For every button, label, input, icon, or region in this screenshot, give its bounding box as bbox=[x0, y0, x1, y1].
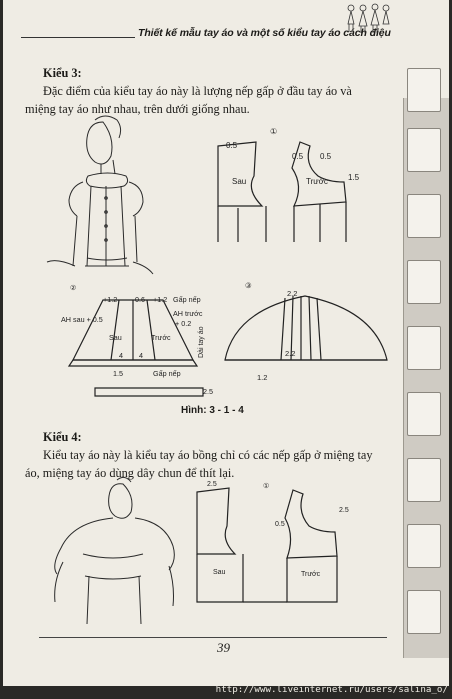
side-portrait-2 bbox=[407, 128, 441, 172]
label-25-top: 2.5 bbox=[207, 481, 217, 488]
style3-line1: Đặc điểm của kiểu tay áo này là lượng nếp gấp ở đầu tay áo và bbox=[43, 84, 352, 98]
label-truoc-2: Trước bbox=[151, 333, 171, 342]
diagram1-number: ① bbox=[270, 127, 278, 136]
label-gap-nep-top: Gấp nếp bbox=[173, 295, 201, 304]
label-truoc-4: Trước bbox=[301, 571, 321, 578]
page-header-title: Thiết kế mẫu tay áo và một số kiểu tay áo cách điệu bbox=[135, 27, 394, 39]
style4-line2: áo, miệng tay áo dùng dây chun để thít lại. bbox=[25, 466, 235, 480]
label-12-right: +1.2 bbox=[153, 295, 168, 304]
diagram3-number: ③ bbox=[245, 281, 252, 290]
style4-line1: Kiểu tay áo này là kiểu tay áo bồng chỉ có các nếp gấp ở miệng tay bbox=[43, 448, 373, 462]
side-thumbnail-strip bbox=[403, 98, 449, 658]
woman-illustration-style4 bbox=[43, 476, 183, 626]
bodice-pattern-diagram bbox=[183, 476, 353, 616]
side-portrait-7 bbox=[407, 458, 441, 502]
label-sau-2: Sau bbox=[109, 333, 122, 342]
page-number: 39 bbox=[213, 640, 234, 656]
label-gap-nep-bottom: Gấp nếp bbox=[153, 369, 181, 378]
sleeve-pattern-diagram-2 bbox=[53, 278, 223, 406]
side-portrait-1 bbox=[407, 68, 441, 112]
label-sau-1: Sau bbox=[232, 177, 247, 186]
woman-illustration-style3 bbox=[33, 112, 163, 292]
label-ah-truoc: AH trước bbox=[173, 309, 203, 318]
side-portrait-5 bbox=[407, 326, 441, 370]
sleeve-pattern-diagram-3 bbox=[221, 276, 401, 386]
label-1-2: 1.2 bbox=[257, 373, 268, 382]
label-22-top: 2.2 bbox=[287, 289, 298, 298]
side-portrait-8 bbox=[407, 524, 441, 568]
side-portrait-4 bbox=[407, 260, 441, 304]
style4-heading: Kiểu 4: bbox=[43, 430, 82, 444]
label-dai-tay: Dài tay áo bbox=[198, 326, 205, 358]
label-15b: 1.5 bbox=[113, 369, 123, 378]
style3-line2: miệng tay áo như nhau, trên dưới giống nhau. bbox=[25, 102, 250, 116]
figure-caption: Hình: 3 - 1 - 4 bbox=[181, 405, 244, 416]
label-25: 2.5 bbox=[203, 387, 213, 396]
label-05-right: 0.5 bbox=[292, 152, 304, 161]
label-05-right2: 0.5 bbox=[320, 152, 332, 161]
side-portrait-3 bbox=[407, 194, 441, 238]
label-ah-truoc-plus: + 0.2 bbox=[175, 319, 192, 328]
footer-rule bbox=[39, 637, 387, 638]
label-15: 1.5 bbox=[348, 173, 360, 182]
sleeve-pattern-diagram-1 bbox=[208, 122, 358, 247]
book-page bbox=[3, 0, 449, 686]
label-sau-4: Sau bbox=[213, 569, 226, 576]
label-truoc-1: Trước bbox=[306, 177, 328, 186]
diagram2-number: ② bbox=[70, 283, 77, 292]
label-05-mid: 0.5 bbox=[275, 521, 285, 528]
label-06: 0.6 bbox=[135, 295, 145, 304]
side-portrait-9 bbox=[407, 590, 441, 634]
label-22-bottom: 2.2 bbox=[285, 349, 296, 358]
label-4-b: 4 bbox=[139, 351, 143, 360]
label-05-left: 0.5 bbox=[226, 141, 238, 150]
label-25-right: 2.5 bbox=[339, 507, 349, 514]
label-4-a: 4 bbox=[119, 351, 123, 360]
style3-heading: Kiểu 3: bbox=[43, 66, 82, 80]
label-12-left: +1.2 bbox=[103, 295, 118, 304]
source-url-watermark: http://www.liveinternet.ru/users/salina_o/ bbox=[215, 684, 448, 695]
header-figures-illustration bbox=[343, 0, 391, 36]
side-portrait-6 bbox=[407, 392, 441, 436]
diagram4-number: ① bbox=[263, 483, 270, 490]
label-ah-sau: AH sau + 0.5 bbox=[61, 315, 103, 324]
